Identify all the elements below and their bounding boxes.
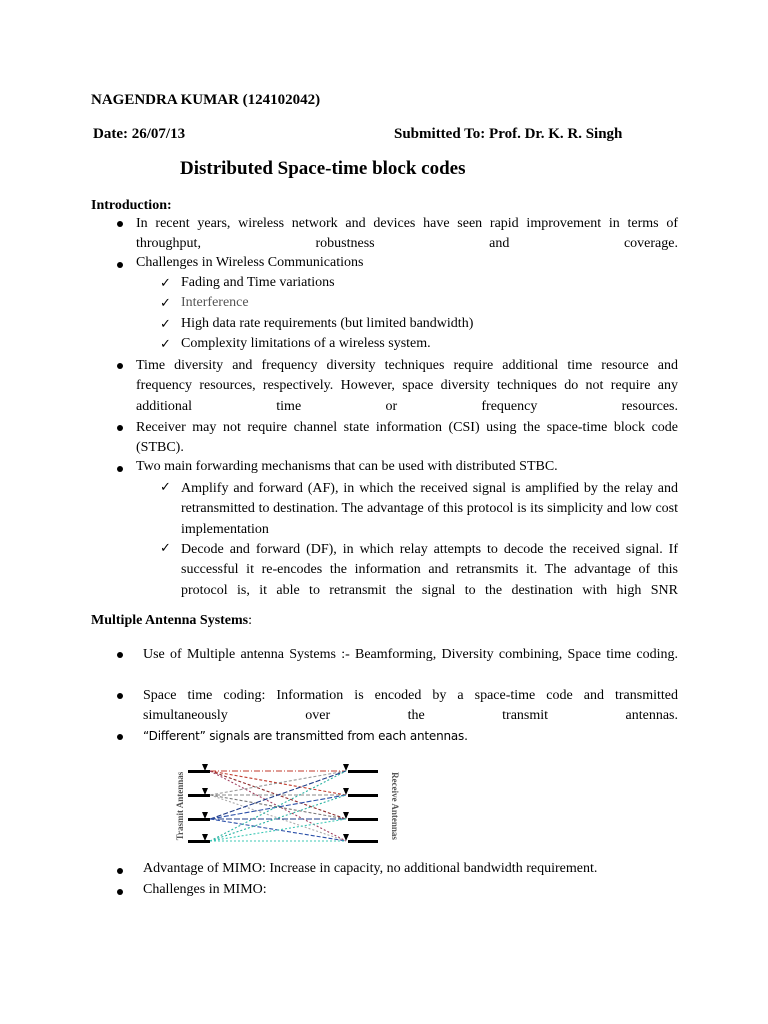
receive-antennas-label: Receive Antennas <box>390 772 400 840</box>
document-date: Date: 26/07/13 <box>93 126 186 142</box>
forwarding-af: Amplify and forward (AF), in which the received signal is amplified by the relay and retransmitted to destination. The advantage of this protocol is its simplicity and low cost implementation <box>181 481 678 537</box>
bullet <box>117 425 123 431</box>
check-icon: ✓ <box>160 296 171 311</box>
check-icon: ✓ <box>160 480 171 495</box>
bullet <box>117 693 123 699</box>
page-title: Distributed Space-time block codes <box>180 158 466 179</box>
signal-paths <box>210 771 346 841</box>
check-icon: ✓ <box>160 337 171 352</box>
challenge-item: Interference <box>181 295 249 310</box>
bullet <box>117 652 123 658</box>
challenge-item: Fading and Time variations <box>181 275 335 290</box>
challenge-item: High data rate requirements (but limited bandwidth) <box>181 316 474 331</box>
introduction-heading: Introduction: <box>91 198 172 213</box>
bullet <box>117 221 123 227</box>
intro-bullet-1: In recent years, wireless network and devices have seen rapid improvement in terms of throughput, robustness and coverage. <box>136 216 678 252</box>
mas-bullet-1: Use of Multiple antenna Systems :- Beamforming, Diversity combining, Space time coding. <box>143 647 678 662</box>
check-icon: ✓ <box>160 276 171 291</box>
mas-heading: Multiple Antenna Systems <box>91 613 249 628</box>
mas-heading-wrap <box>91 613 252 629</box>
transmit-antennas-label: Trasmit Antennas <box>175 771 185 841</box>
bullet <box>117 466 123 472</box>
submitted-to: Submitted To: Prof. Dr. K. R. Singh <box>394 126 623 142</box>
intro-bullet-3: Time diversity and frequency diversity techniques require additional time resource and frequency resources, respectively. However, space diversity techniques do not require any additional time or frequency resources. <box>136 358 678 414</box>
bullet <box>117 734 123 740</box>
bullet <box>117 363 123 369</box>
author-name: NAGENDRA KUMAR (124102042) <box>91 92 321 108</box>
intro-bullet-4: Receiver may not require channel state information (CSI) using the space-time block code (STBC). <box>136 420 678 456</box>
bullet <box>117 889 123 895</box>
mas-bullet-5: Challenges in MIMO: <box>143 882 267 897</box>
mimo-figure <box>160 760 410 852</box>
challenge-item: Complexity limitations of a wireless system. <box>181 336 431 351</box>
mas-heading-suffix: : <box>248 613 253 628</box>
forwarding-df: Decode and forward (DF), in which relay attempts to decode the received signal. If successful it re-encodes the information and retransmits it. The advantage of this protocol is, it able to retransmit the signal to the destination with high SNR <box>181 542 678 598</box>
bullet <box>117 868 123 874</box>
intro-bullet-2: Challenges in Wireless Communications <box>136 255 364 270</box>
bullet <box>117 262 123 268</box>
mas-bullet-4: Advantage of MIMO: Increase in capacity, no additional bandwidth requirement. <box>143 861 598 876</box>
transmit-antennas <box>188 764 210 843</box>
check-icon: ✓ <box>160 317 171 332</box>
mas-bullet-2: Space time coding: Information is encoded by a space-time code and transmitted simultaneously over the transmit antennas. <box>143 688 678 724</box>
mas-bullet-3: “Different” signals are transmitted from each antennas. <box>143 729 468 743</box>
check-icon: ✓ <box>160 541 171 556</box>
receive-antennas <box>343 764 378 843</box>
intro-bullet-5: Two main forwarding mechanisms that can be used with distributed STBC. <box>136 459 558 474</box>
